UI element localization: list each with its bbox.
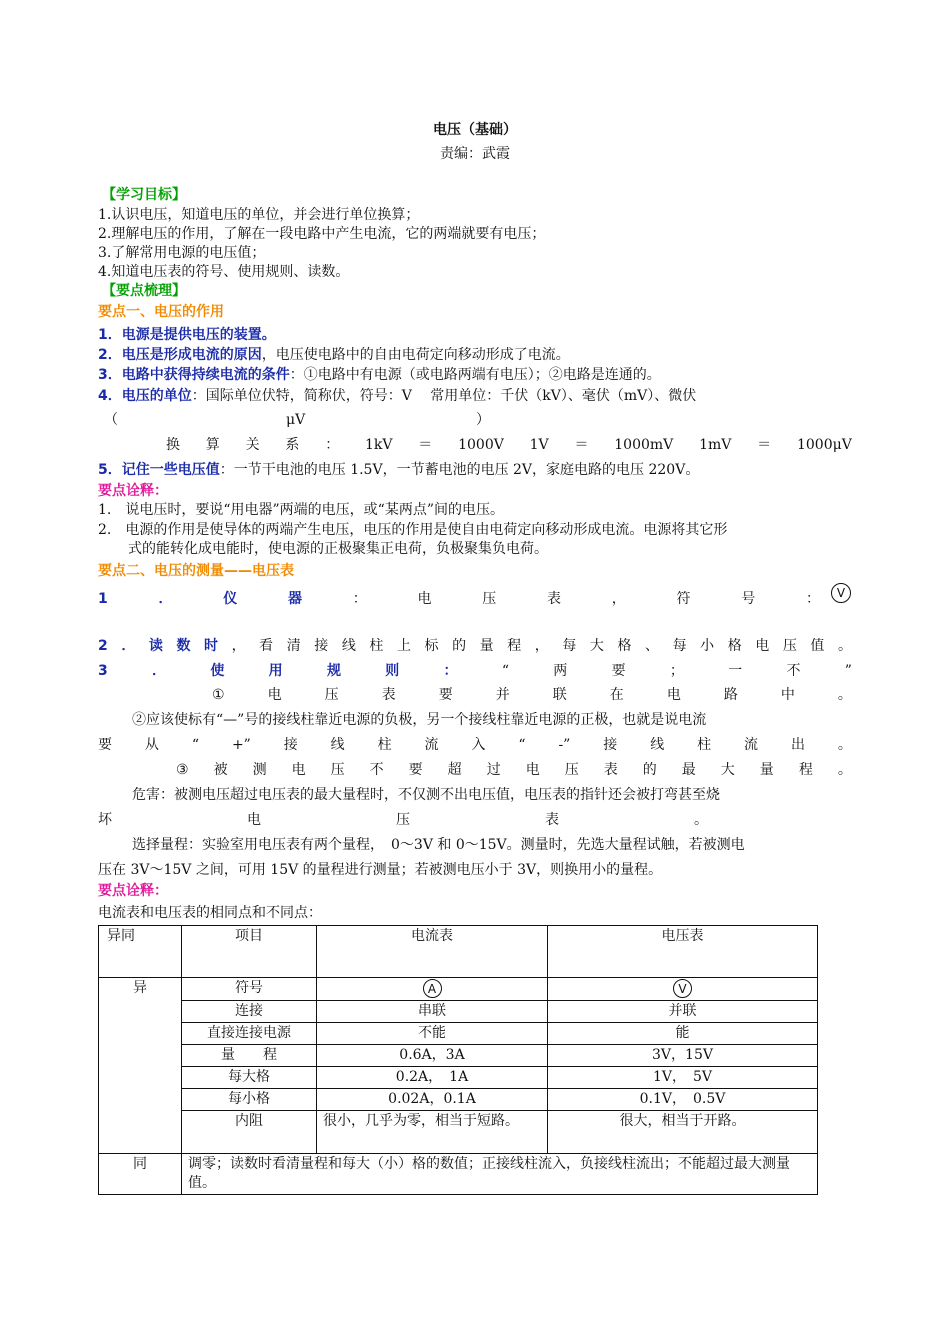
measure-reading-line bbox=[98, 637, 852, 656]
rule-token: 线 bbox=[650, 737, 665, 753]
m3-token: ． bbox=[152, 663, 167, 679]
conv-token: 算 bbox=[205, 437, 220, 453]
row-ammeter: 0.2A， 1A bbox=[317, 1066, 548, 1088]
table-row bbox=[99, 1066, 818, 1088]
m3-token: 要 bbox=[611, 663, 626, 679]
m3-token: 规 bbox=[326, 663, 341, 679]
item-text: ：①电路中有电源（或电路两端有电压）；②电路是连通的。 bbox=[289, 367, 661, 383]
item-text: ：一节干电池的电压 1.5V，一节蓄电池的电压 2V，家庭电路的电压 220V。 bbox=[219, 462, 700, 478]
header-voltmeter: 电压表 bbox=[548, 926, 818, 978]
note-text: 式的能转化成电能时，使电源的正极聚集正电荷，负极聚集负电荷。 bbox=[128, 541, 548, 557]
section-goals-heading: 【学习目标】 bbox=[102, 187, 186, 203]
row-item: 每小格 bbox=[182, 1088, 317, 1110]
m2-token: 接 bbox=[314, 638, 329, 654]
m1-token: 仪 bbox=[223, 591, 238, 607]
page-title: 电压（基础） bbox=[433, 122, 517, 138]
m2-token: ， bbox=[231, 638, 246, 654]
harm-line: 危害：被测电压超过电压表的最大量程时，不仅测不出电压值，电压表的指针还会被打弯甚至烧 bbox=[132, 787, 720, 803]
m3-token: 不 bbox=[786, 663, 801, 679]
table-row bbox=[99, 1110, 818, 1153]
unit-paren-open: （ bbox=[104, 412, 118, 428]
rule-token: 中 bbox=[780, 687, 795, 703]
m2-token: 数 bbox=[176, 638, 191, 654]
table-row bbox=[99, 1044, 818, 1066]
rule-token: 压 bbox=[324, 687, 339, 703]
harm-token: 压 bbox=[396, 812, 410, 828]
rule-token: 量 bbox=[759, 762, 774, 778]
item-number: 4． bbox=[98, 388, 122, 404]
note-item bbox=[98, 501, 504, 520]
m2-token: 格 bbox=[617, 638, 632, 654]
item-bold: 电路中获得持续电流的条件 bbox=[121, 367, 290, 383]
row-item: 内阻 bbox=[182, 1110, 317, 1153]
rule-2-line: ②应该使标有“—”号的接线柱靠近电源的负极，另一个接线柱靠近电源的正极，也就是说电流 bbox=[132, 712, 707, 728]
voltmeter-symbol-cell bbox=[548, 978, 818, 1001]
table-header-row bbox=[99, 926, 818, 978]
row-item: 连接 bbox=[182, 1000, 317, 1022]
item-bold: 记住一些电压值 bbox=[121, 462, 220, 478]
point2-heading: 要点二、电压的测量——电压表 bbox=[98, 563, 294, 579]
point1-item bbox=[98, 326, 276, 345]
conv-token: 关 bbox=[245, 437, 260, 453]
m3-token: “ bbox=[501, 663, 509, 679]
rule-token: 测 bbox=[252, 762, 267, 778]
m3-token: 用 bbox=[268, 663, 283, 679]
unit-paren-close: ） bbox=[476, 412, 490, 428]
m2-token: 线 bbox=[341, 638, 356, 654]
rule-token: 线 bbox=[330, 737, 345, 753]
m2-token: 值 bbox=[810, 638, 825, 654]
row-item: 直接连接电源 bbox=[182, 1022, 317, 1044]
m1-token: 号 bbox=[741, 591, 756, 607]
goal-item: 4.知道电压表的符号、使用规则、读数。 bbox=[98, 264, 350, 280]
m2-token: 每 bbox=[562, 638, 577, 654]
goal-item: 2.理解电压的作用，了解在一段电路中产生电流，它的两端就要有电压； bbox=[98, 226, 546, 242]
rule-token: 表 bbox=[381, 687, 396, 703]
rule-token: 过 bbox=[486, 762, 501, 778]
m1-token: 压 bbox=[482, 591, 497, 607]
rule-token: 大 bbox=[720, 762, 735, 778]
row-voltmeter: 能 bbox=[548, 1022, 818, 1044]
rule-token: 在 bbox=[609, 687, 624, 703]
rule-token: 流 bbox=[744, 737, 759, 753]
rule-token: 流 bbox=[424, 737, 439, 753]
section-points-heading: 【要点梳理】 bbox=[102, 283, 186, 299]
rule-token: 电 bbox=[666, 687, 681, 703]
rule-token: 入 bbox=[471, 737, 486, 753]
note-item bbox=[98, 521, 727, 540]
conv-token: 1000V bbox=[458, 437, 504, 453]
m2-token: 标 bbox=[424, 638, 439, 654]
table-row bbox=[99, 1153, 818, 1194]
header-item: 项目 bbox=[182, 926, 317, 978]
ammeter-symbol-cell bbox=[317, 978, 548, 1001]
conv-token: ＝ bbox=[418, 437, 433, 453]
rule-token: 联 bbox=[552, 687, 567, 703]
rule-token: 压 bbox=[564, 762, 579, 778]
note-number: 2. bbox=[98, 522, 112, 538]
conv-token: 1000mV bbox=[614, 437, 674, 453]
m3-token: 则 bbox=[385, 663, 400, 679]
m1-token: 1 bbox=[98, 591, 108, 607]
rule-token: 接 bbox=[283, 737, 298, 753]
rule-token: 被 bbox=[213, 762, 228, 778]
rule-token: +” bbox=[231, 737, 251, 753]
row-ammeter: 不能 bbox=[317, 1022, 548, 1044]
rule-token: 要 bbox=[408, 762, 423, 778]
note-number: 1. bbox=[98, 502, 112, 518]
note-text: 电源的作用是使导体的两端产生电压，电压的作用是使自由电荷定向移动形成电流。电源将其它形 bbox=[125, 522, 728, 538]
same-label: 同 bbox=[99, 1153, 182, 1194]
m2-token: 大 bbox=[589, 638, 604, 654]
m1-token: 表 bbox=[547, 591, 561, 607]
rule-token: “ bbox=[518, 737, 526, 753]
item-bold: 电压的单位 bbox=[121, 388, 192, 404]
harm-line-cont bbox=[98, 811, 708, 830]
m2-token: ． bbox=[121, 638, 136, 654]
m2-token: 量 bbox=[479, 638, 494, 654]
rule-token: 柱 bbox=[377, 737, 392, 753]
rule-token: 电 bbox=[525, 762, 540, 778]
rule-token: 程 bbox=[798, 762, 813, 778]
harm-token: 表 bbox=[545, 812, 559, 828]
rule-token: 不 bbox=[369, 762, 384, 778]
m2-token: 柱 bbox=[369, 638, 384, 654]
m2-token: 看 bbox=[259, 638, 274, 654]
m2-token: 上 bbox=[396, 638, 411, 654]
m1-token: ． bbox=[158, 591, 173, 607]
unit-microvolt: μV bbox=[286, 412, 306, 428]
rule-3-line bbox=[176, 761, 852, 780]
rule-token: 。 bbox=[837, 762, 852, 778]
note1-heading: 要点诠释： bbox=[98, 483, 168, 499]
conversion-line bbox=[166, 436, 852, 455]
conv-token: 1kV bbox=[364, 437, 393, 453]
rule-token: 。 bbox=[837, 737, 852, 753]
rule-token: 接 bbox=[603, 737, 618, 753]
m2-token: 时 bbox=[204, 638, 218, 654]
rule-token: 电 bbox=[291, 762, 306, 778]
rule-1-line bbox=[212, 686, 852, 705]
measure-rules-line bbox=[98, 662, 852, 681]
m2-token: ， bbox=[534, 638, 549, 654]
item-bold: 电源是提供电压的装置。 bbox=[121, 327, 276, 343]
rule-token: 电 bbox=[267, 687, 282, 703]
range-line: 选择量程：实验室用电压表有两个量程， 0～3V 和 0～15V。测量时，先选大量程试触，若被测电 bbox=[132, 837, 745, 853]
m3-token: ； bbox=[669, 663, 684, 679]
row-voltmeter: 3V，15V bbox=[548, 1044, 818, 1066]
rule-token: ③ bbox=[176, 762, 189, 778]
rule-token: “ bbox=[191, 737, 200, 753]
m2-token: 程 bbox=[507, 638, 522, 654]
m2-token: 、 bbox=[645, 638, 659, 654]
m3-token: 一 bbox=[728, 663, 743, 679]
note2-heading: 要点诠释： bbox=[98, 883, 168, 899]
comparison-table bbox=[98, 925, 818, 1195]
voltmeter-symbol-icon: V bbox=[831, 583, 851, 603]
m1-token: 电 bbox=[417, 591, 432, 607]
rule-token: 压 bbox=[330, 762, 345, 778]
row-voltmeter: 1V， 5V bbox=[548, 1066, 818, 1088]
m3-token: ” bbox=[844, 663, 852, 679]
harm-token: 坏 bbox=[98, 812, 112, 828]
rule-token: 并 bbox=[495, 687, 510, 703]
rule-token: -” bbox=[558, 737, 571, 753]
rule-token: 最 bbox=[681, 762, 696, 778]
range-line-cont: 压在 3V～15V 之间，可用 15V 的量程进行测量；若被测电压小于 3V，则换用小的量程。 bbox=[98, 862, 663, 878]
m3-token: 3 bbox=[98, 663, 108, 679]
row-item: 符号 bbox=[182, 978, 317, 1001]
rule-token: 的 bbox=[642, 762, 657, 778]
conv-token: 系 bbox=[285, 437, 300, 453]
m2-token: 格 bbox=[727, 638, 742, 654]
conv-token: 换 bbox=[166, 437, 180, 453]
row-ammeter: 串联 bbox=[317, 1000, 548, 1022]
harm-token: 电 bbox=[247, 812, 261, 828]
m1-token: 符 bbox=[676, 591, 691, 607]
table-row bbox=[99, 978, 818, 1001]
m2-token: 电 bbox=[755, 638, 770, 654]
m1-token: ， bbox=[611, 591, 626, 607]
rule-token: 超 bbox=[447, 762, 462, 778]
row-ammeter: 0.6A，3A bbox=[317, 1044, 548, 1066]
goal-item: 1.认识电压，知道电压的单位，并会进行单位换算； bbox=[98, 207, 420, 223]
rule-token: 路 bbox=[723, 687, 738, 703]
ammeter-symbol-icon: A bbox=[423, 979, 442, 998]
rule-token: 表 bbox=[603, 762, 618, 778]
conv-token: 1mV bbox=[699, 437, 732, 453]
m1-token: ： bbox=[806, 591, 820, 607]
point1-item bbox=[98, 346, 570, 365]
m3-token: 两 bbox=[553, 663, 568, 679]
m2-token: 每 bbox=[672, 638, 687, 654]
rule-2-line-cont bbox=[98, 736, 852, 755]
point1-item bbox=[98, 387, 852, 406]
rule-token: 从 bbox=[144, 737, 159, 753]
m2-token: 。 bbox=[837, 638, 852, 654]
note-text: 说电压时，要说“用电器”两端的电压，或“某两点”间的电压。 bbox=[125, 502, 504, 518]
header-diffsame bbox=[99, 926, 182, 978]
item-text: ：国际单位伏特，简称伏，符号：V 常用单位：千伏（kV）、毫伏（mV）、微伏 bbox=[191, 388, 697, 404]
header-diffsame-text: 异同 bbox=[107, 928, 135, 944]
point1-item bbox=[98, 366, 661, 385]
table-caption: 电流表和电压表的相同点和不同点： bbox=[98, 905, 322, 921]
m2-token: 2 bbox=[98, 638, 108, 654]
rule-token: 柱 bbox=[697, 737, 712, 753]
row-item: 量 程 bbox=[182, 1044, 317, 1066]
point1-item bbox=[98, 461, 699, 480]
row-voltmeter: 很大，相当于开路。 bbox=[548, 1110, 818, 1153]
row-voltmeter: 0.1V， 0.5V bbox=[548, 1088, 818, 1110]
voltmeter-symbol-icon: V bbox=[673, 979, 692, 998]
rule-token: 。 bbox=[837, 687, 852, 703]
rule-token: 要 bbox=[438, 687, 453, 703]
table-row bbox=[99, 1088, 818, 1110]
item-number: 1． bbox=[98, 327, 122, 343]
m2-token: 压 bbox=[782, 638, 797, 654]
same-text: 调零；读数时看清量程和每大（小）格的数值；正接线柱流入，负接线柱流出；不能超过最大测量值。 bbox=[182, 1153, 818, 1194]
diff-label: 异 bbox=[99, 978, 182, 1154]
author-line: 责编：武霞 bbox=[440, 146, 510, 162]
conv-token: ： bbox=[325, 437, 340, 453]
rule-token: 出 bbox=[790, 737, 805, 753]
item-text: ，电压使电路中的自由电荷定向移动形成了电流。 bbox=[261, 347, 570, 363]
m3-token: 使 bbox=[210, 663, 225, 679]
header-ammeter: 电流表 bbox=[317, 926, 548, 978]
row-ammeter: 很小，几乎为零，相当于短路。 bbox=[317, 1110, 548, 1153]
item-bold: 电压是形成电流的原因 bbox=[121, 347, 262, 363]
row-item: 每大格 bbox=[182, 1066, 317, 1088]
m2-token: 小 bbox=[700, 638, 715, 654]
goal-item: 3.了解常用电源的电压值； bbox=[98, 245, 266, 261]
rule-token: ① bbox=[212, 687, 225, 703]
table-row bbox=[99, 1022, 818, 1044]
row-voltmeter: 并联 bbox=[548, 1000, 818, 1022]
m2-token: 的 bbox=[452, 638, 467, 654]
measure-instrument-line bbox=[98, 590, 820, 609]
rule-token: 要 bbox=[98, 737, 112, 753]
table-row bbox=[99, 1000, 818, 1022]
conv-token: 1000μV bbox=[796, 437, 852, 453]
point1-heading: 要点一、电压的作用 bbox=[98, 304, 224, 320]
harm-token: 。 bbox=[694, 812, 708, 828]
conv-token: 1V bbox=[529, 437, 549, 453]
item-number: 2． bbox=[98, 347, 122, 363]
m1-token: ： bbox=[352, 591, 367, 607]
item-number: 3． bbox=[98, 367, 122, 383]
row-ammeter: 0.02A，0.1A bbox=[317, 1088, 548, 1110]
item-number: 5． bbox=[98, 462, 122, 478]
m1-token: 器 bbox=[288, 591, 302, 607]
m2-token: 读 bbox=[148, 638, 163, 654]
conv-token: ＝ bbox=[574, 437, 589, 453]
conv-token: ＝ bbox=[757, 437, 772, 453]
m2-token: 清 bbox=[286, 638, 301, 654]
m3-token: ： bbox=[443, 663, 458, 679]
